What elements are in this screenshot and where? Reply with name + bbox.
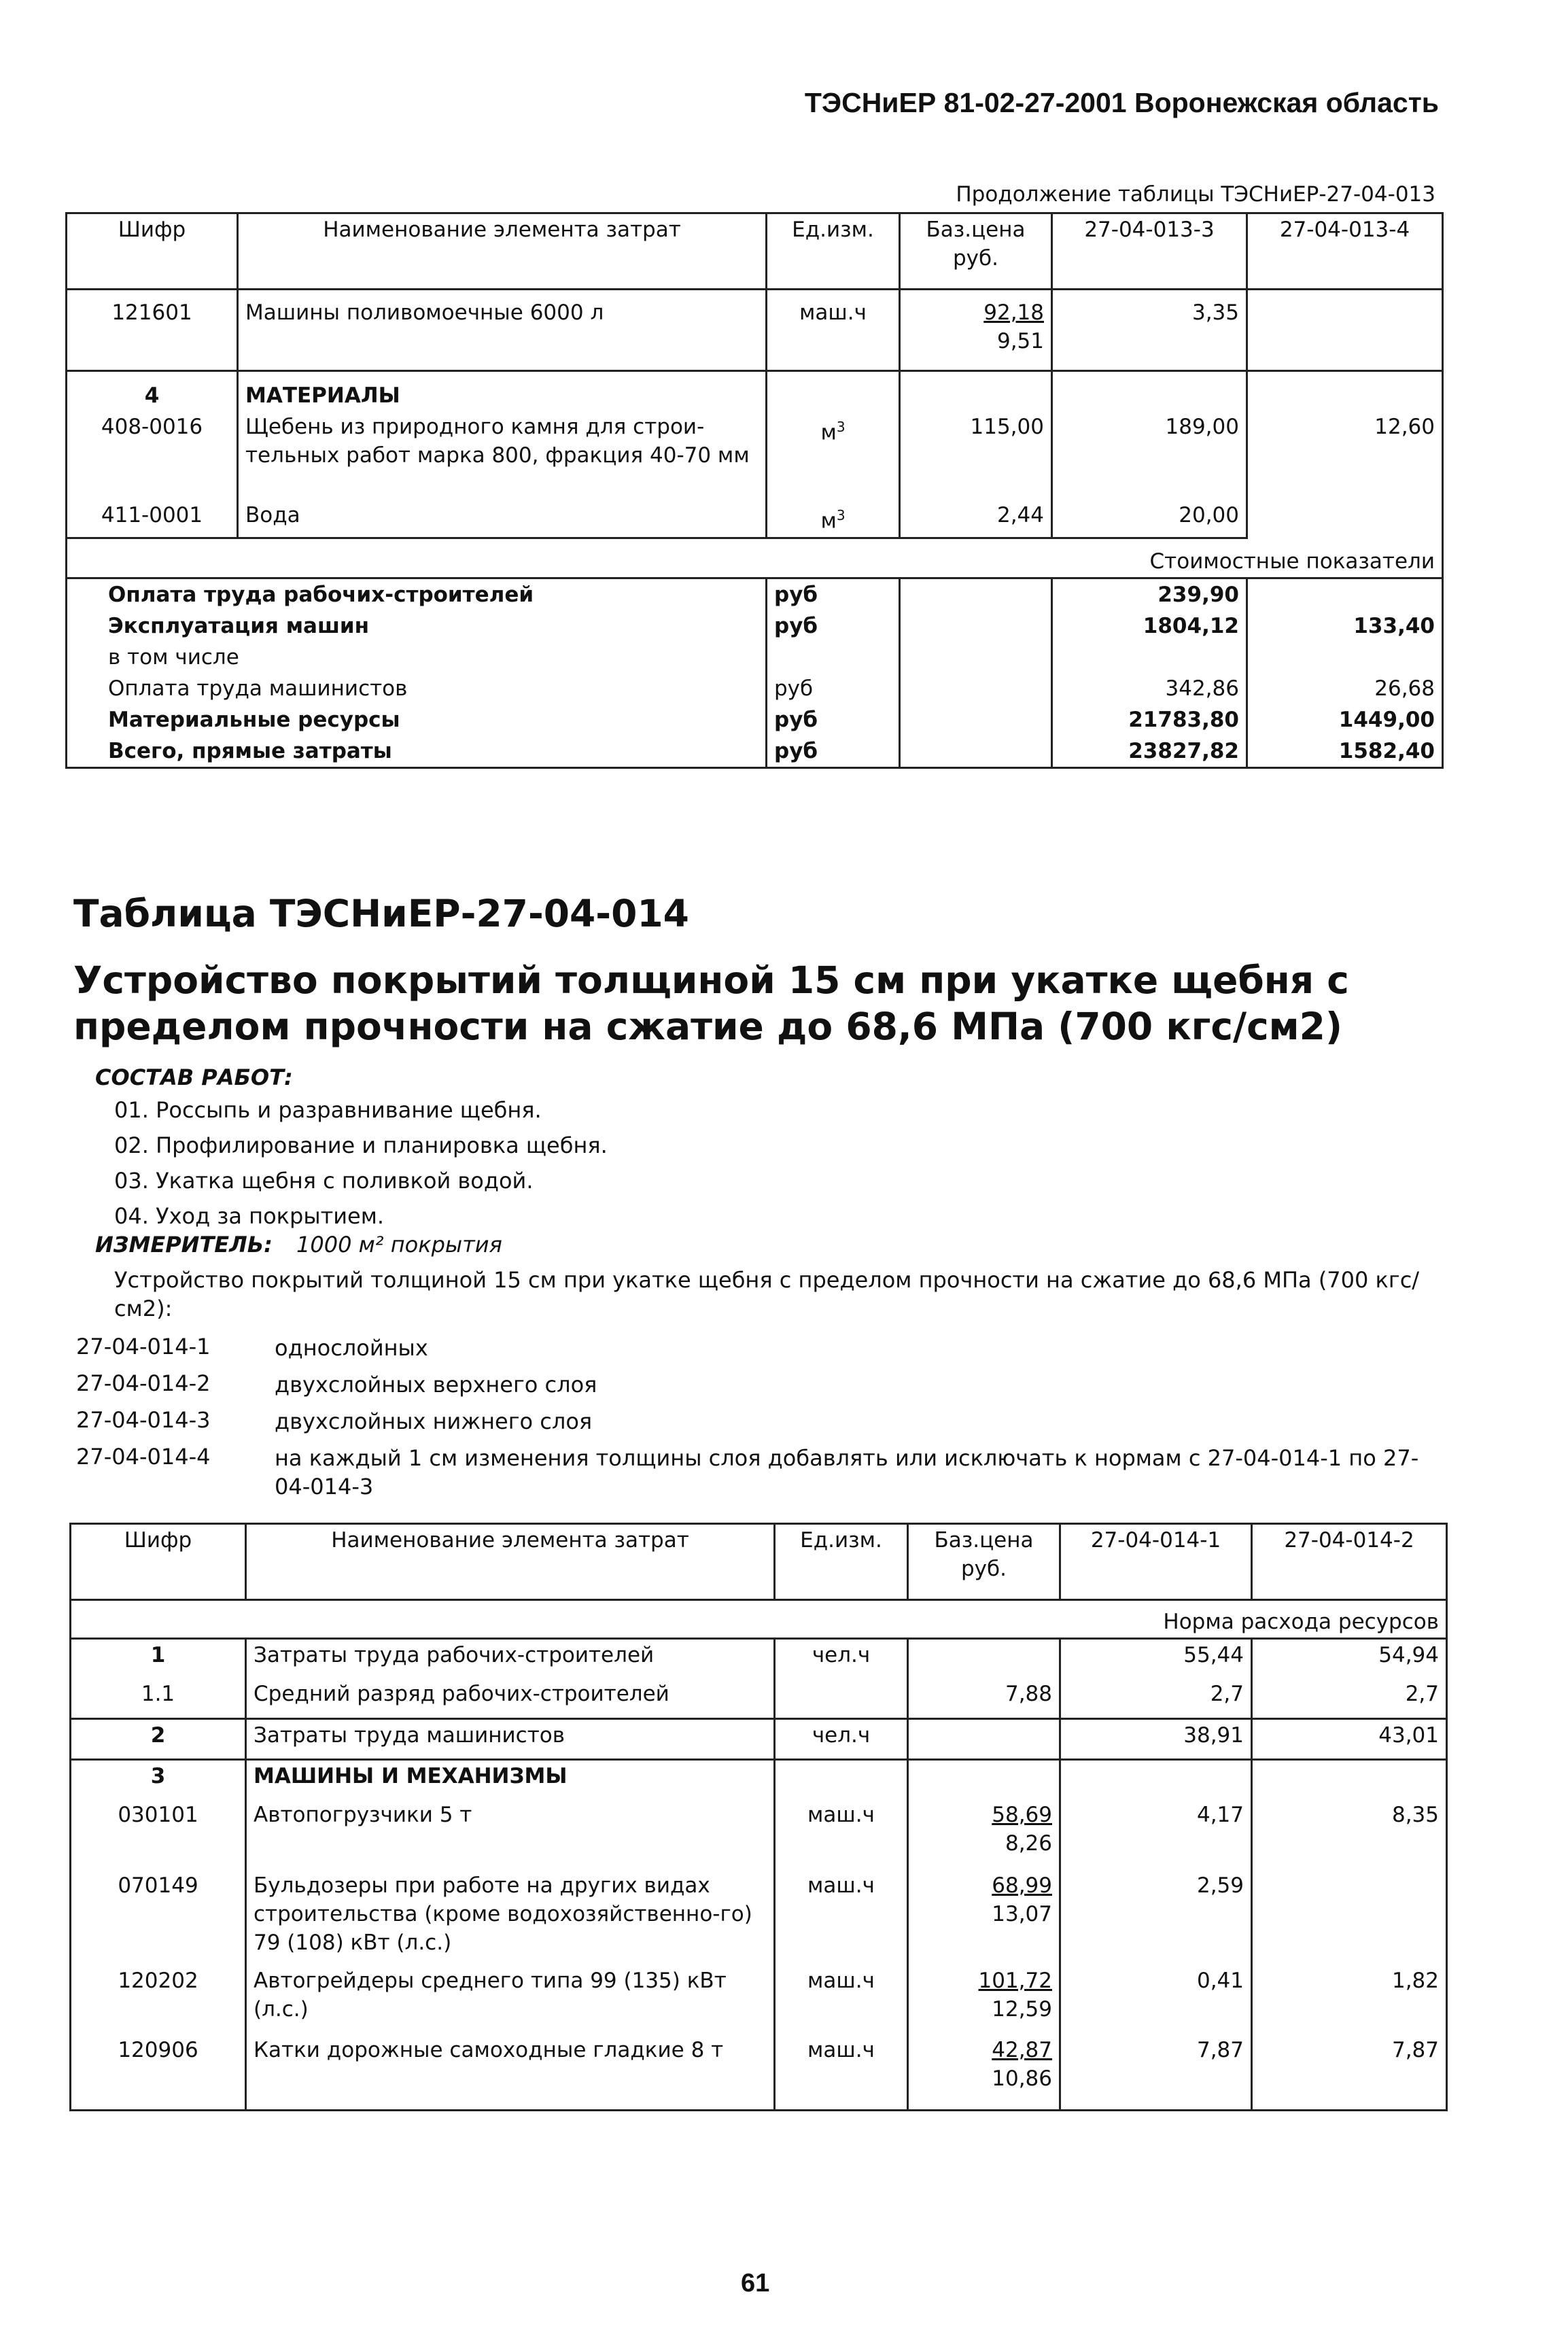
- work-item: 02. Профилирование и планировка щебня.: [114, 1132, 608, 1158]
- page-number: 61: [741, 2269, 770, 2298]
- table-continuation-caption: Продолжение таблицы ТЭСНиЕР-27-04-013: [956, 182, 1435, 207]
- cost-row: в том числе: [67, 642, 1443, 673]
- cost-indicators-header: Стоимостные показатели: [67, 538, 1443, 578]
- cost-row: Оплата труда рабочих-строителей руб 239,90: [67, 578, 1443, 610]
- table-row: 121601 Машины поливомоечные 6000 л маш.ч 92,18 9,51 3,35: [67, 290, 1443, 371]
- col-header-unit: Ед.изм.: [775, 1524, 908, 1600]
- table-row: 411-0001 Вода $м^3$ 2,44 20,00: [67, 500, 1443, 538]
- col-header-code: Шифр: [71, 1524, 246, 1600]
- work-item: 01. Россыпь и разравнивание щебня.: [114, 1097, 542, 1123]
- variant-code: 27-04-014-2: [76, 1370, 211, 1396]
- resource-table-27-04-014: [69, 1523, 1448, 2111]
- variant-code: 27-04-014-3: [76, 1407, 211, 1433]
- section-subtitle: Устройство покрытий толщиной 15 см при укатке щебня с пределом прочности на сжатие до 68,6 МПа (700 кгс/см2): [73, 958, 1349, 1048]
- col-header-price: Баз.цена руб.: [900, 213, 1052, 290]
- variant-code: 27-04-014-1: [76, 1334, 211, 1359]
- table-row: 2 Затраты труда машинистов чел.ч 38,91 43,01: [71, 1719, 1447, 1760]
- table-row: 3 МАШИНЫ И МЕХАНИЗМЫ: [71, 1760, 1447, 1799]
- col-header-variant-3: 27-04-013-3: [1052, 213, 1247, 290]
- cost-row: Материальные ресурсы руб 21783,80 1449,00: [67, 704, 1443, 735]
- cost-row: Эксплуатация машин руб 1804,12 133,40: [67, 610, 1443, 642]
- work-item: 03. Укатка щебня с поливкой водой.: [114, 1168, 534, 1194]
- table-row: 030101 Автопогрузчики 5 т маш.ч 58,69 8,26 4,17 8,35: [71, 1799, 1447, 1870]
- work-item: 04. Уход за покрытием.: [114, 1203, 385, 1229]
- table-row: 4 МАТЕРИАЛЫ: [67, 371, 1443, 412]
- table-row: 070149 Бульдозеры при работе на других видах строительства (кроме водохозяйственно-го) 79 (108) кВт (л.с.) маш.ч 68,99 13,07 2,59: [71, 1870, 1447, 1965]
- variant-text: на каждый 1 см изменения толщины слоя добавлять или исключать к нормам с 27-04-014-1 по 27-04-014-3: [275, 1445, 1419, 1500]
- measure-label: ИЗМЕРИТЕЛЬ:: [95, 1232, 273, 1258]
- cost-row: Оплата труда машинистов руб 342,86 26,68: [67, 673, 1443, 704]
- measure-unit: 1000 м² покрытия: [296, 1232, 502, 1258]
- work-composition-label: СОСТАВ РАБОТ:: [95, 1064, 293, 1090]
- page-header-title: ТЭСНиЕР 81-02-27-2001 Воронежская область: [804, 87, 1439, 118]
- variant-text: однослойных: [275, 1335, 428, 1361]
- col-header-variant-4: 27-04-013-4: [1247, 213, 1443, 290]
- table-row: 1.1 Средний разряд рабочих-строителей 7,88 2,7 2,7: [71, 1678, 1447, 1719]
- variant-text: двухслойных нижнего слоя: [275, 1408, 593, 1434]
- col-header-name: Наименование элемента затрат: [238, 213, 767, 290]
- variant-text: двухслойных верхнего слоя: [275, 1372, 597, 1398]
- norm-header: Норма расхода ресурсов: [71, 1600, 1447, 1639]
- table-row: 1 Затраты труда рабочих-строителей чел.ч 55,44 54,94: [71, 1639, 1447, 1678]
- col-header-code: Шифр: [67, 213, 238, 290]
- table-row: 120202 Автогрейдеры среднего типа 99 (135) кВт (л.с.) маш.ч 101,72 12,59 0,41 1,82: [71, 1965, 1447, 2034]
- col-header-variant-2: 27-04-014-2: [1252, 1524, 1447, 1600]
- section-title: Таблица ТЭСНиЕР-27-04-014: [73, 892, 689, 935]
- description-text: Устройство покрытий толщиной 15 см при укатке щебня с пределом прочности на сжатие до 68,6 МПа (700 кгс/см2):: [114, 1267, 1420, 1321]
- col-header-variant-1: 27-04-014-1: [1060, 1524, 1252, 1600]
- col-header-name: Наименование элемента затрат: [246, 1524, 775, 1600]
- table-row: 408-0016 Щебень из природного камня для строи-тельных работ марка 800, фракция 40-70 мм $м^3$ 115,00 189,00 12,60: [67, 411, 1443, 500]
- table-row: 120906 Катки дорожные самоходные гладкие 8 т маш.ч 42,87 10,86 7,87 7,87: [71, 2034, 1447, 2111]
- variant-code: 27-04-014-4: [76, 1444, 211, 1470]
- cost-row: Всего, прямые затраты руб 23827,82 1582,40: [67, 735, 1443, 768]
- cost-table-27-04-013: [65, 212, 1444, 769]
- col-header-price: Баз.цена руб.: [908, 1524, 1060, 1600]
- col-header-unit: Ед.изм.: [767, 213, 900, 290]
